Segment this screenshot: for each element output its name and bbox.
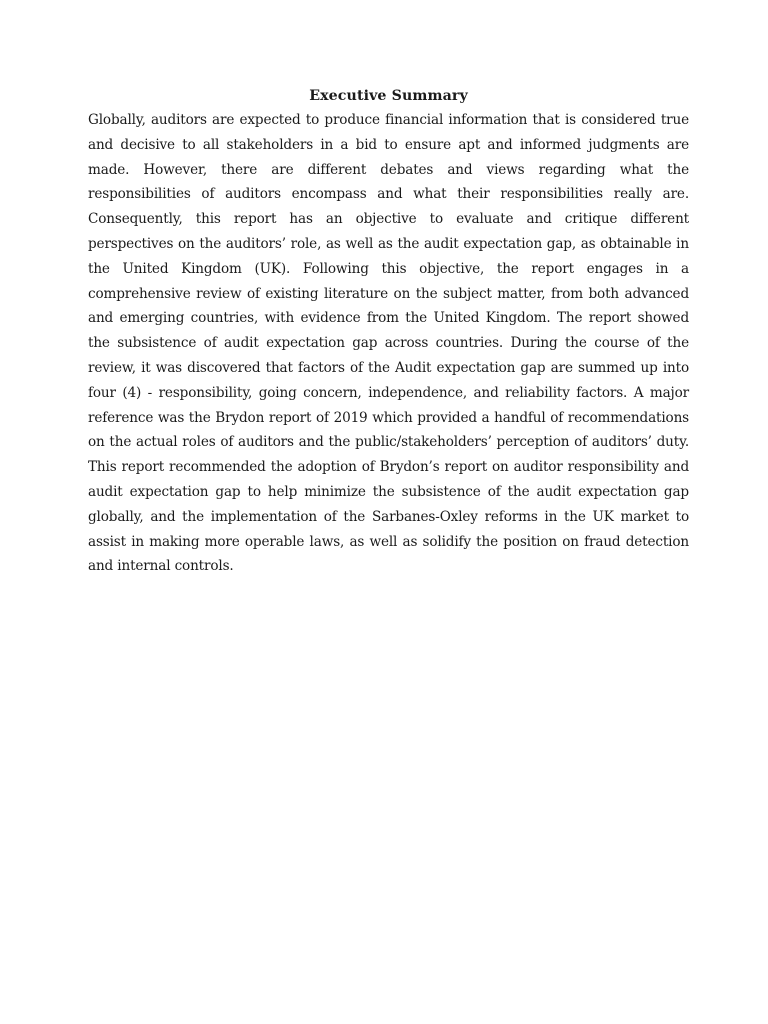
document-content [88, 86, 689, 579]
page-title: Executive Summary [309, 88, 468, 104]
executive-summary-paragraph: Globally, auditors are expected to produce financial information that is considered true and decisive to all stakeholders in a bid to ensure apt and informed judgments are made. However, there are different debates and views regarding what the responsibilities of auditors encompass and what their responsibilities really are. Consequently, this report has an objective to evaluate and critique different perspectives on the auditors’ role, as well as the audit expectation gap, as obtainable in the United Kingdom (UK). Following this objective, the report engages in a comprehensive review of existing literature on the subject matter, from both advanced and emerging countries, with evidence from the United Kingdom. The report showed the subsistence of audit expectation gap across countries. During the course of the review, it was discovered that factors of the Audit expectation gap are summed up into four (4) - responsibility, going concern, independence, and reliability factors. A major reference was the Brydon report of 2019 which provided a handful of recommendations on the actual roles of auditors and the public/stakeholders’ perception of auditors’ duty. This report recommended the adoption of Brydon’s report on auditor responsibility and audit expectation gap to help minimize the subsistence of the audit expectation gap globally, and the implementation of the Sarbanes-Oxley reforms in the UK market to assist in making more operable laws, as well as solidify the position on fraud detection and internal controls. [88, 112, 689, 575]
